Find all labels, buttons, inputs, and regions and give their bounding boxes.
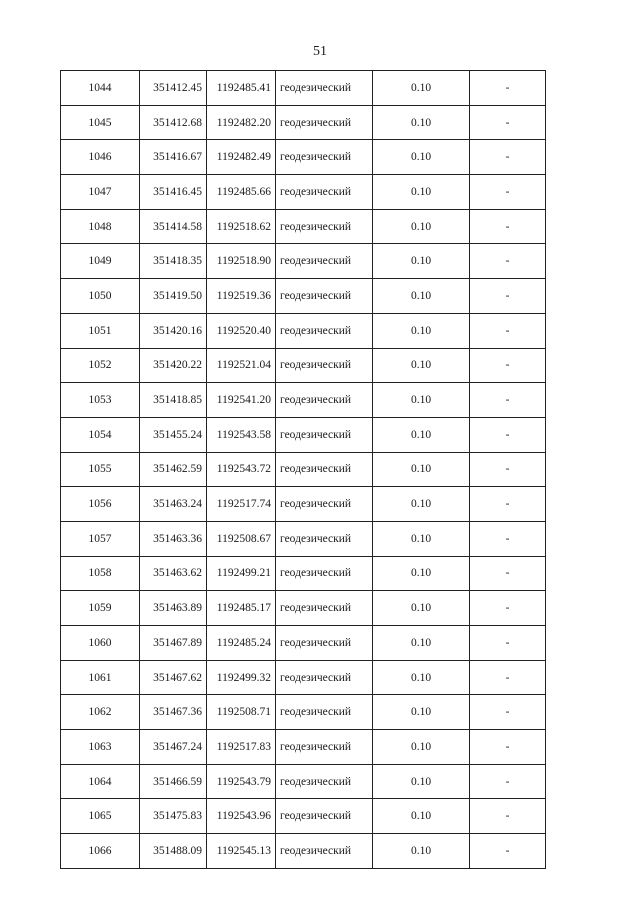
point-number-cell: 1059	[61, 591, 140, 626]
method-cell: геодезический	[276, 764, 373, 799]
method-cell: геодезический	[276, 140, 373, 175]
y-coordinate-cell: 1192545.13	[207, 834, 276, 869]
method-cell: геодезический	[276, 556, 373, 591]
point-number-cell: 1045	[61, 105, 140, 140]
y-coordinate-cell: 1192517.83	[207, 730, 276, 765]
note-cell: -	[470, 764, 546, 799]
point-number-cell: 1054	[61, 417, 140, 452]
note-cell: -	[470, 244, 546, 279]
accuracy-cell: 0.10	[373, 348, 470, 383]
y-coordinate-cell: 1192482.49	[207, 140, 276, 175]
table-row	[61, 591, 546, 626]
y-coordinate-cell: 1192543.72	[207, 452, 276, 487]
table-row	[61, 660, 546, 695]
table-row	[61, 348, 546, 383]
note-cell: -	[470, 799, 546, 834]
note-cell: -	[470, 452, 546, 487]
table-row	[61, 209, 546, 244]
point-number-cell: 1056	[61, 487, 140, 522]
x-coordinate-cell: 351475.83	[140, 799, 207, 834]
y-coordinate-cell: 1192499.32	[207, 660, 276, 695]
x-coordinate-cell: 351467.36	[140, 695, 207, 730]
x-coordinate-cell: 351416.45	[140, 175, 207, 210]
table-row	[61, 105, 546, 140]
note-cell: -	[470, 556, 546, 591]
x-coordinate-cell: 351416.67	[140, 140, 207, 175]
x-coordinate-cell: 351463.36	[140, 521, 207, 556]
accuracy-cell: 0.10	[373, 279, 470, 314]
x-coordinate-cell: 351412.45	[140, 71, 207, 106]
method-cell: геодезический	[276, 417, 373, 452]
method-cell: геодезический	[276, 348, 373, 383]
note-cell: -	[470, 140, 546, 175]
table-row	[61, 730, 546, 765]
x-coordinate-cell: 351467.62	[140, 660, 207, 695]
point-number-cell: 1065	[61, 799, 140, 834]
method-cell: геодезический	[276, 279, 373, 314]
y-coordinate-cell: 1192521.04	[207, 348, 276, 383]
table-row	[61, 452, 546, 487]
y-coordinate-cell: 1192485.17	[207, 591, 276, 626]
method-cell: геодезический	[276, 730, 373, 765]
y-coordinate-cell: 1192520.40	[207, 313, 276, 348]
point-number-cell: 1050	[61, 279, 140, 314]
x-coordinate-cell: 351420.22	[140, 348, 207, 383]
method-cell: геодезический	[276, 383, 373, 418]
note-cell: -	[470, 279, 546, 314]
method-cell: геодезический	[276, 313, 373, 348]
y-coordinate-cell: 1192541.20	[207, 383, 276, 418]
method-cell: геодезический	[276, 209, 373, 244]
note-cell: -	[470, 175, 546, 210]
coordinates-table-body	[61, 71, 546, 869]
table-row	[61, 71, 546, 106]
note-cell: -	[470, 626, 546, 661]
x-coordinate-cell: 351418.85	[140, 383, 207, 418]
accuracy-cell: 0.10	[373, 556, 470, 591]
table-row	[61, 626, 546, 661]
accuracy-cell: 0.10	[373, 71, 470, 106]
note-cell: -	[470, 660, 546, 695]
accuracy-cell: 0.10	[373, 244, 470, 279]
y-coordinate-cell: 1192485.24	[207, 626, 276, 661]
point-number-cell: 1052	[61, 348, 140, 383]
accuracy-cell: 0.10	[373, 521, 470, 556]
note-cell: -	[470, 209, 546, 244]
table-row	[61, 556, 546, 591]
point-number-cell: 1057	[61, 521, 140, 556]
x-coordinate-cell: 351463.89	[140, 591, 207, 626]
x-coordinate-cell: 351466.59	[140, 764, 207, 799]
x-coordinate-cell: 351455.24	[140, 417, 207, 452]
point-number-cell: 1051	[61, 313, 140, 348]
table-row	[61, 521, 546, 556]
note-cell: -	[470, 591, 546, 626]
y-coordinate-cell: 1192519.36	[207, 279, 276, 314]
method-cell: геодезический	[276, 591, 373, 626]
point-number-cell: 1064	[61, 764, 140, 799]
point-number-cell: 1058	[61, 556, 140, 591]
point-number-cell: 1044	[61, 71, 140, 106]
table-row	[61, 279, 546, 314]
note-cell: -	[470, 695, 546, 730]
page-number: 51	[313, 44, 327, 59]
method-cell: геодезический	[276, 487, 373, 522]
point-number-cell: 1047	[61, 175, 140, 210]
x-coordinate-cell: 351467.24	[140, 730, 207, 765]
y-coordinate-cell: 1192482.20	[207, 105, 276, 140]
table-row	[61, 417, 546, 452]
table-row	[61, 244, 546, 279]
y-coordinate-cell: 1192517.74	[207, 487, 276, 522]
method-cell: геодезический	[276, 175, 373, 210]
y-coordinate-cell: 1192485.66	[207, 175, 276, 210]
accuracy-cell: 0.10	[373, 313, 470, 348]
accuracy-cell: 0.10	[373, 695, 470, 730]
note-cell: -	[470, 383, 546, 418]
accuracy-cell: 0.10	[373, 626, 470, 661]
point-number-cell: 1062	[61, 695, 140, 730]
x-coordinate-cell: 351420.16	[140, 313, 207, 348]
note-cell: -	[470, 313, 546, 348]
table-row	[61, 175, 546, 210]
method-cell: геодезический	[276, 695, 373, 730]
accuracy-cell: 0.10	[373, 591, 470, 626]
y-coordinate-cell: 1192508.71	[207, 695, 276, 730]
y-coordinate-cell: 1192543.79	[207, 764, 276, 799]
y-coordinate-cell: 1192508.67	[207, 521, 276, 556]
point-number-cell: 1063	[61, 730, 140, 765]
accuracy-cell: 0.10	[373, 660, 470, 695]
point-number-cell: 1049	[61, 244, 140, 279]
accuracy-cell: 0.10	[373, 140, 470, 175]
note-cell: -	[470, 417, 546, 452]
x-coordinate-cell: 351463.24	[140, 487, 207, 522]
y-coordinate-cell: 1192518.62	[207, 209, 276, 244]
accuracy-cell: 0.10	[373, 834, 470, 869]
note-cell: -	[470, 105, 546, 140]
note-cell: -	[470, 487, 546, 522]
point-number-cell: 1066	[61, 834, 140, 869]
accuracy-cell: 0.10	[373, 730, 470, 765]
method-cell: геодезический	[276, 660, 373, 695]
point-number-cell: 1048	[61, 209, 140, 244]
y-coordinate-cell: 1192485.41	[207, 71, 276, 106]
point-number-cell: 1055	[61, 452, 140, 487]
note-cell: -	[470, 730, 546, 765]
note-cell: -	[470, 348, 546, 383]
method-cell: геодезический	[276, 626, 373, 661]
point-number-cell: 1061	[61, 660, 140, 695]
accuracy-cell: 0.10	[373, 487, 470, 522]
x-coordinate-cell: 351463.62	[140, 556, 207, 591]
x-coordinate-cell: 351467.89	[140, 626, 207, 661]
point-number-cell: 1060	[61, 626, 140, 661]
point-number-cell: 1046	[61, 140, 140, 175]
note-cell: -	[470, 521, 546, 556]
table-row	[61, 383, 546, 418]
accuracy-cell: 0.10	[373, 417, 470, 452]
note-cell: -	[470, 71, 546, 106]
accuracy-cell: 0.10	[373, 175, 470, 210]
table-row	[61, 834, 546, 869]
accuracy-cell: 0.10	[373, 764, 470, 799]
accuracy-cell: 0.10	[373, 799, 470, 834]
accuracy-cell: 0.10	[373, 452, 470, 487]
y-coordinate-cell: 1192518.90	[207, 244, 276, 279]
x-coordinate-cell: 351414.58	[140, 209, 207, 244]
method-cell: геодезический	[276, 244, 373, 279]
accuracy-cell: 0.10	[373, 383, 470, 418]
method-cell: геодезический	[276, 105, 373, 140]
method-cell: геодезический	[276, 799, 373, 834]
accuracy-cell: 0.10	[373, 209, 470, 244]
x-coordinate-cell: 351418.35	[140, 244, 207, 279]
x-coordinate-cell: 351488.09	[140, 834, 207, 869]
x-coordinate-cell: 351419.50	[140, 279, 207, 314]
table-row	[61, 695, 546, 730]
y-coordinate-cell: 1192543.96	[207, 799, 276, 834]
method-cell: геодезический	[276, 452, 373, 487]
table-row	[61, 487, 546, 522]
point-number-cell: 1053	[61, 383, 140, 418]
y-coordinate-cell: 1192499.21	[207, 556, 276, 591]
x-coordinate-cell: 351462.59	[140, 452, 207, 487]
x-coordinate-cell: 351412.68	[140, 105, 207, 140]
table-row	[61, 313, 546, 348]
accuracy-cell: 0.10	[373, 105, 470, 140]
method-cell: геодезический	[276, 521, 373, 556]
note-cell: -	[470, 834, 546, 869]
method-cell: геодезический	[276, 71, 373, 106]
y-coordinate-cell: 1192543.58	[207, 417, 276, 452]
table-row	[61, 799, 546, 834]
table-row	[61, 140, 546, 175]
coordinates-table	[60, 70, 546, 869]
table-row	[61, 764, 546, 799]
method-cell: геодезический	[276, 834, 373, 869]
